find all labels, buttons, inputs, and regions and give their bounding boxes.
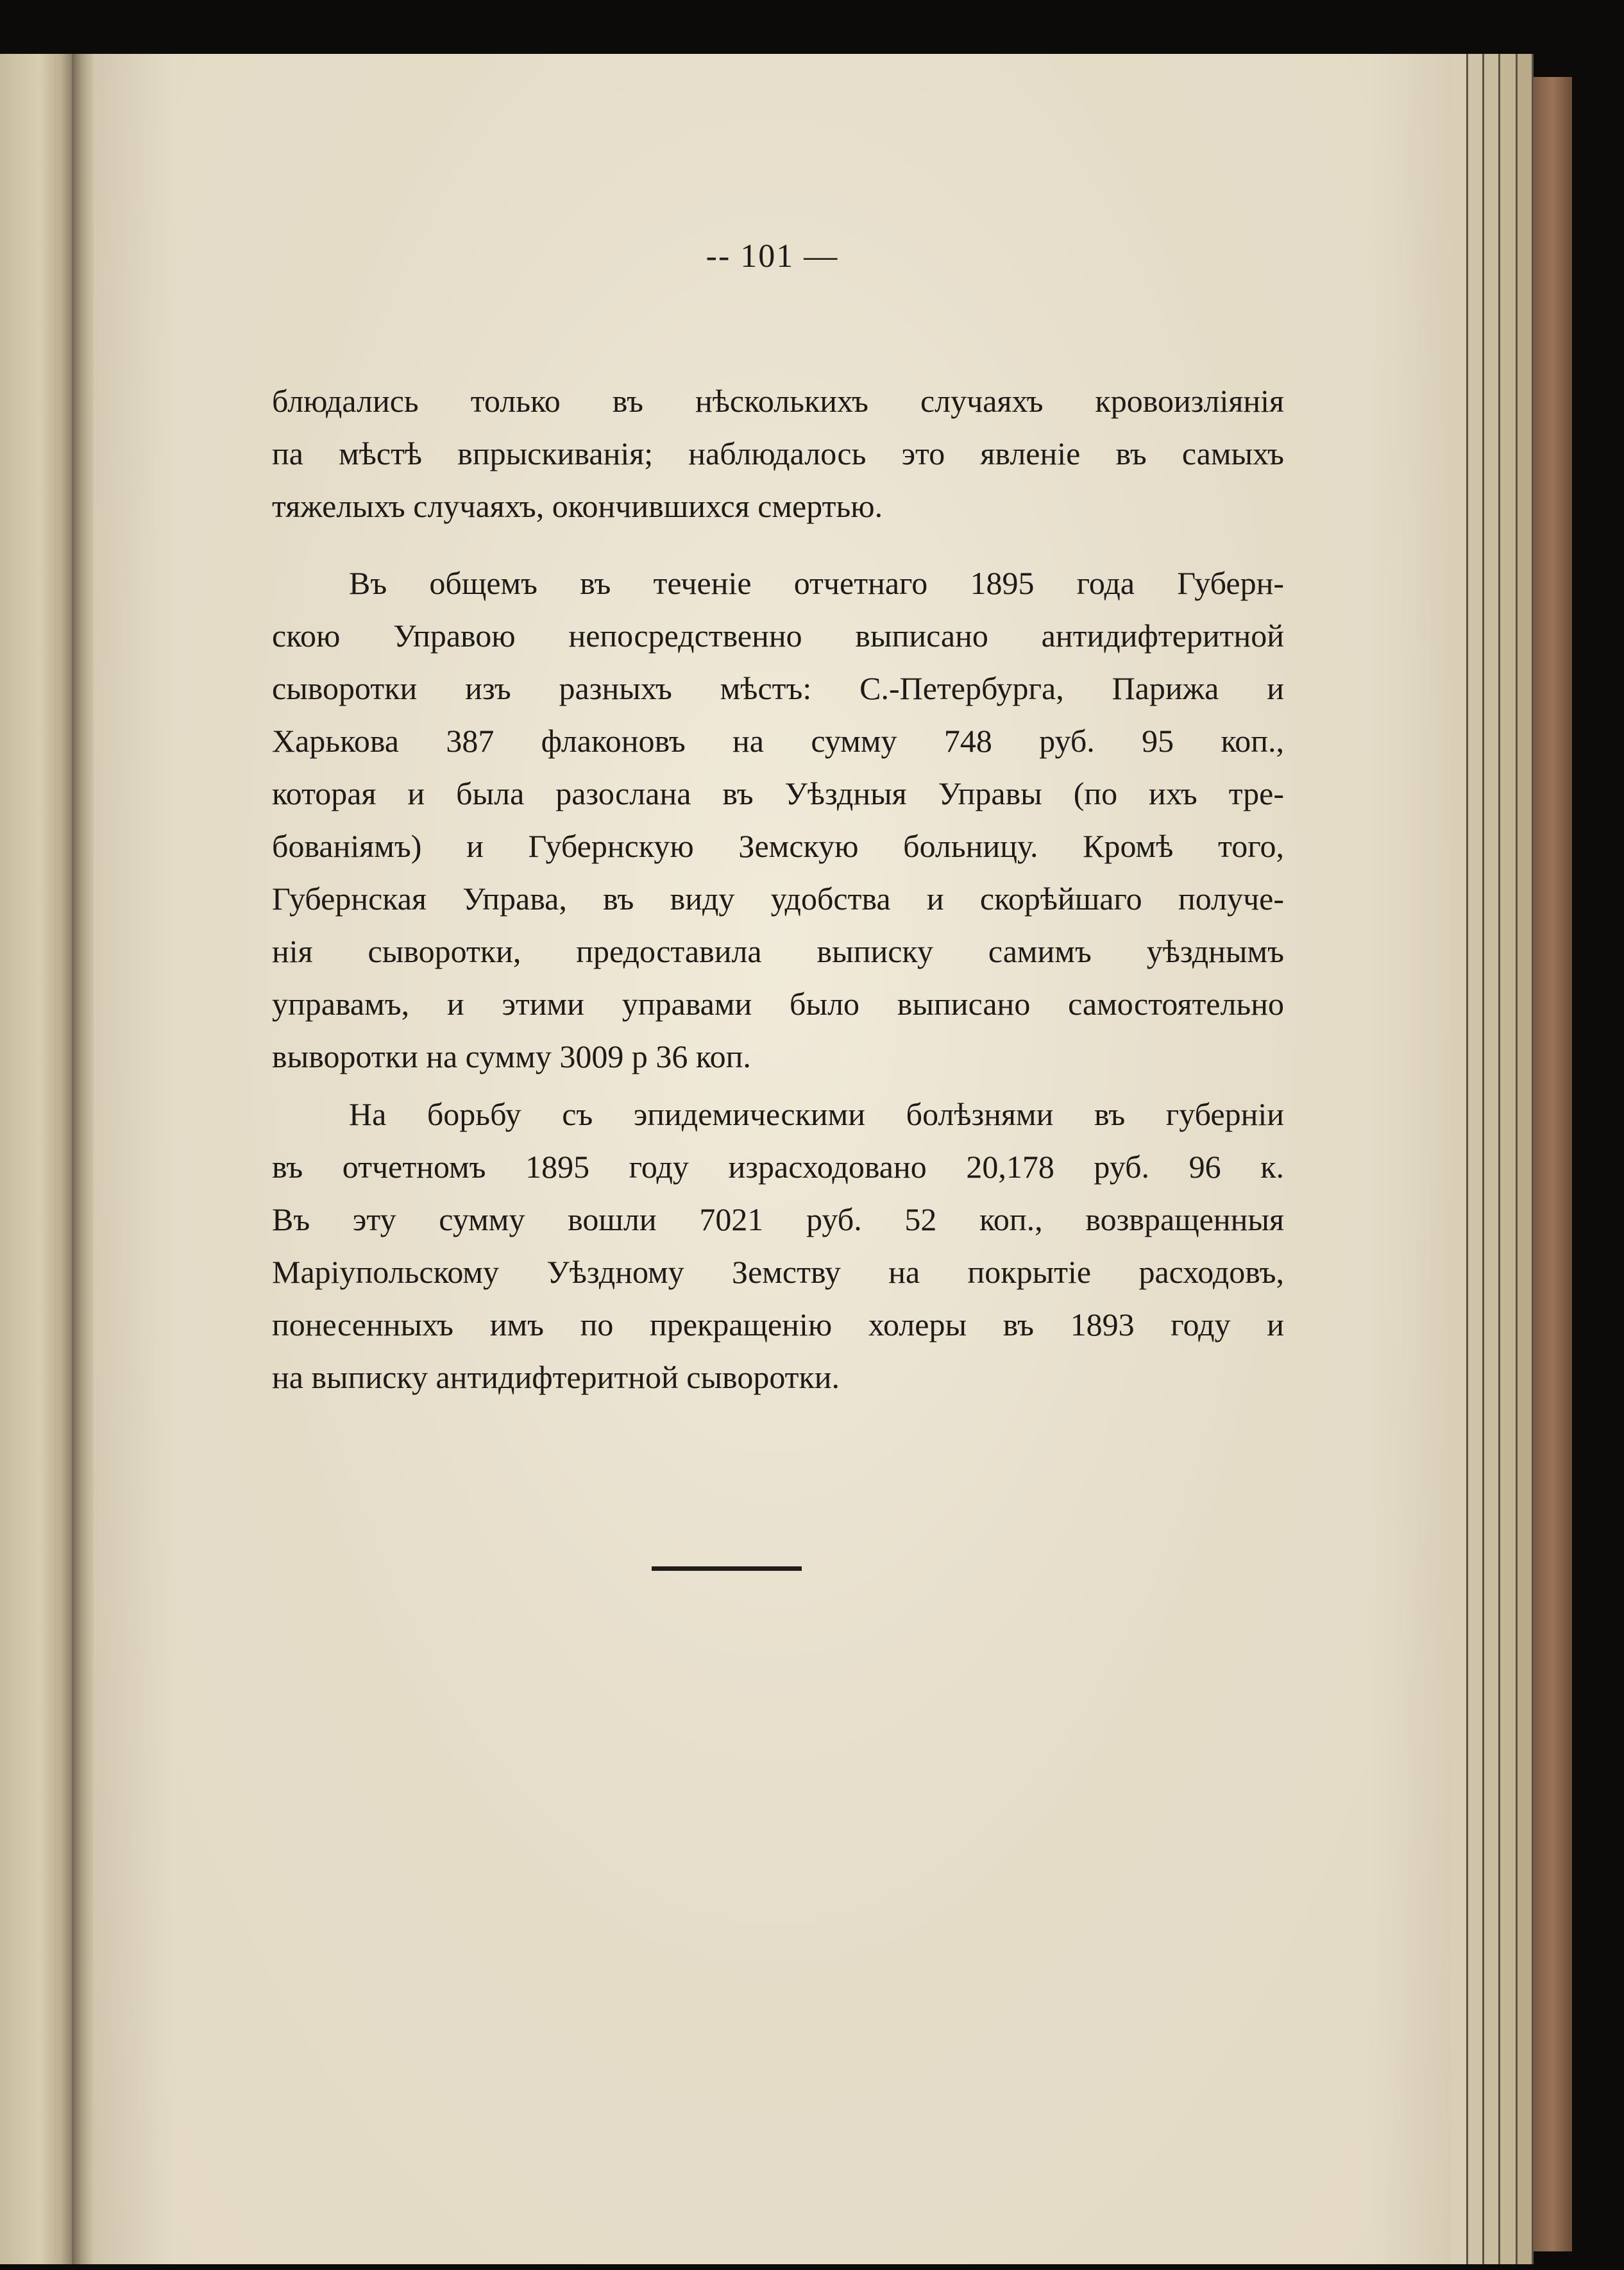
text-line: Харькова 387 флаконовъ на сумму 748 руб. 95 коп.,: [272, 723, 1284, 759]
text-line: на выписку антидифтеритной сыворотки.: [272, 1359, 840, 1395]
text-line: На борьбу съ эпидемическими болѣзнями въ губерніи: [349, 1096, 1284, 1132]
text-line: управамъ, и этими управами было выписано самостоятельно: [272, 986, 1284, 1022]
text-line: Въ эту сумму вошли 7021 руб. 52 коп., возвращенныя: [272, 1201, 1284, 1237]
paragraph-1: [272, 375, 1284, 532]
text-line: Губернская Управа, въ виду удобства и скорѣйшаго получе-: [272, 881, 1284, 917]
text-line: Въ общемъ въ теченіе отчетнаго 1895 года Губерн-: [349, 565, 1284, 601]
book-page: [94, 54, 1451, 2264]
page-edge: [1451, 54, 1468, 2264]
text-line: тяжелыхъ случаяхъ, окончившихся смертью.: [272, 488, 883, 524]
text-line: выворотки на сумму 3009 р 36 коп.: [272, 1038, 751, 1074]
page-edge: [1484, 54, 1500, 2264]
text-line: Маріупольскому Уѣздному Земству на покрытіе расходовъ,: [272, 1254, 1284, 1290]
page-number: -- 101 —: [706, 238, 839, 275]
paragraph-2: [272, 557, 1284, 1083]
page-edge: [1468, 54, 1484, 2264]
text-line: блюдались только въ нѣсколькихъ случаяхъ кровоизліянія: [272, 383, 1284, 419]
section-end-rule: [652, 1566, 802, 1571]
text-line: па мѣстѣ впрыскиванія; наблюдалось это явленіе въ самыхъ: [272, 436, 1284, 471]
text-line: которая и была разослана въ Уѣздныя Управы (по ихъ тре-: [272, 775, 1284, 811]
text-line: въ отчетномъ 1895 году израсходовано 20,178 руб. 96 к.: [272, 1149, 1284, 1185]
facing-page-edge: [0, 54, 72, 2264]
text-line: нія сыворотки, предоставила выписку самимъ уѣзднымъ: [272, 933, 1284, 969]
page-edge: [1518, 54, 1534, 2264]
paragraph-3: [272, 1088, 1284, 1403]
text-line: бованіямъ) и Губернскую Земскую больницу. Кромѣ того,: [272, 828, 1284, 864]
book-cover-edge: [1534, 77, 1572, 2251]
book-gutter: [72, 54, 94, 2264]
page-edge: [1500, 54, 1518, 2264]
text-line: понесенныхъ имъ по прекращенію холеры въ 1893 году и: [272, 1307, 1284, 1343]
text-line: сыворотки изъ разныхъ мѣстъ: С.-Петербурга, Парижа и: [272, 670, 1284, 706]
text-line: скою Управою непосредственно выписано антидифтеритной: [272, 618, 1284, 654]
